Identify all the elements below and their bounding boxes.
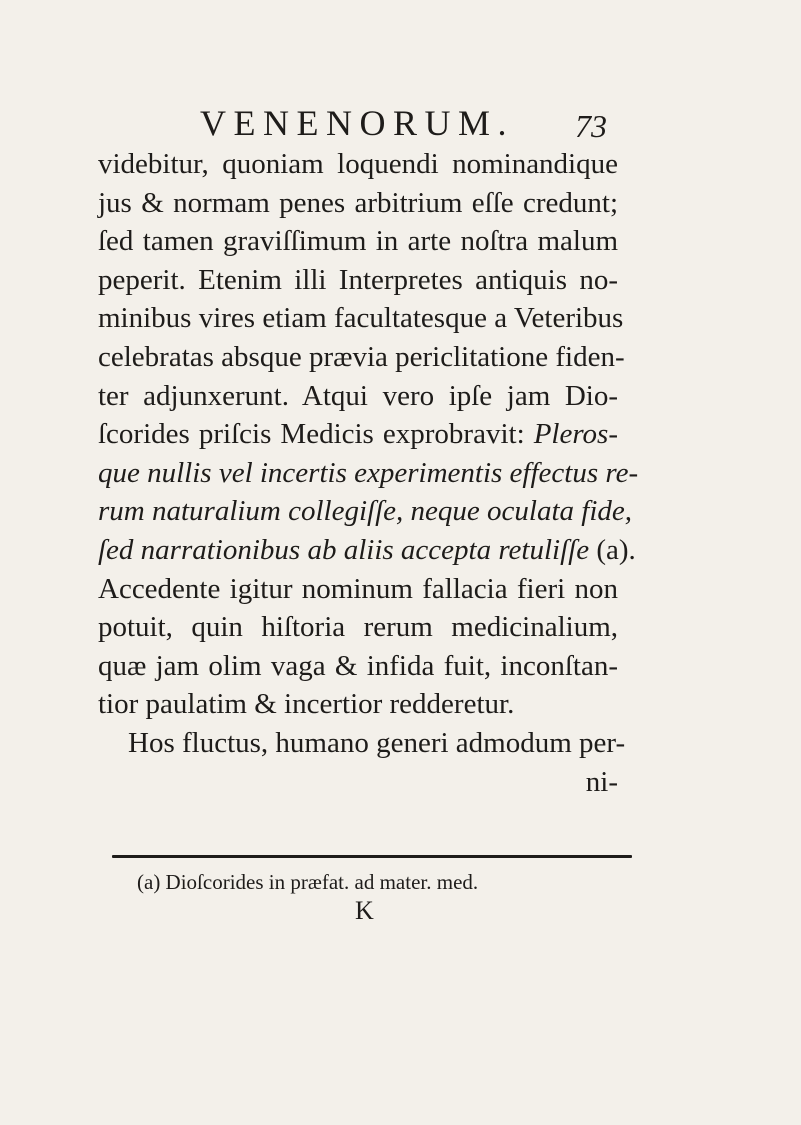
signature-mark: K (355, 896, 374, 925)
text-line: Accedente igitur nominum fallacia fieri non (98, 572, 618, 605)
text-line: minibus vires etiam facultatesque a Veteribus (98, 302, 624, 335)
text-line: jus & normam penes arbitrium eſſe credunt; (98, 186, 618, 219)
text-line (98, 531, 636, 570)
text-line: peperit. Etenim illi Interpretes antiquis no- (98, 263, 618, 296)
footnote-rule (112, 855, 632, 858)
footnote-ref: (a). (589, 533, 636, 566)
text-line: potuit, quin hiſtoria rerum medicinalium, (98, 611, 618, 644)
text-line: tior paulatim & incertior redderetur. (98, 688, 515, 721)
text-line: videbitur, quoniam loquendi nominandique (98, 148, 618, 180)
text-roman: ſcorides priſcis Medicis exprobravit: (98, 418, 534, 451)
paragraph-start-line: Hos fluctus, humano generi admodum per- (128, 726, 626, 759)
running-header (200, 102, 640, 144)
text-line: ſed tamen graviſſimum in arte noſtra malum (98, 225, 618, 258)
text-line: celebratas absque prævia periclitatione fiden- (98, 340, 625, 373)
page-number: 73 (575, 108, 607, 144)
quote-line: que nullis vel incertis experimentis effectus re- (98, 456, 639, 489)
quote-italic: Pleros- (533, 418, 618, 451)
hyphen-fragment: ni- (585, 765, 618, 798)
quote-italic: ſed narrationibus ab aliis accepta retuliſſe (98, 533, 590, 566)
quote-line: rum naturalium collegiſſe, neque oculata fide, (98, 495, 632, 528)
body-text (98, 145, 639, 801)
footnote: (a) Dioſcorides in præfat. ad mater. med. (137, 870, 479, 894)
running-title: VENENORUM. (200, 103, 514, 143)
text-line: quæ jam olim vaga & infida fuit, inconſtan- (98, 649, 618, 682)
text-line: ter adjunxerunt. Atqui vero ipſe jam Dio- (98, 379, 618, 412)
text-line (98, 415, 618, 454)
